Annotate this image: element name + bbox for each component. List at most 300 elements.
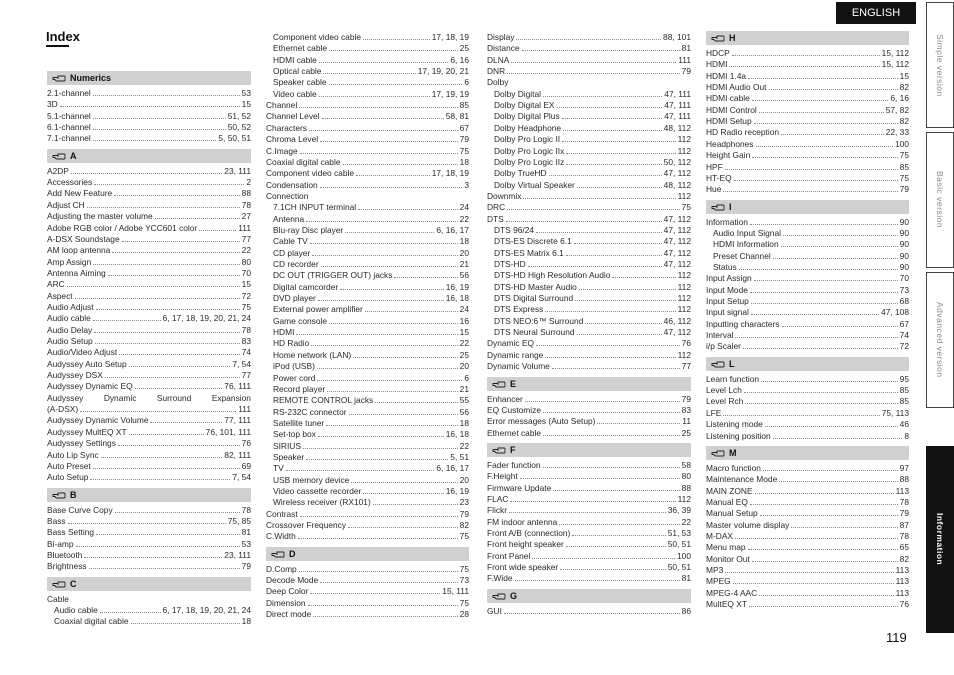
dot-leader (75, 298, 240, 299)
index-entry[interactable] (713, 238, 909, 249)
dot-leader (566, 546, 666, 547)
index-entry[interactable] (273, 440, 469, 451)
entry-term: HDCP (706, 48, 730, 58)
index-entry[interactable] (706, 172, 909, 183)
index-entry[interactable] (706, 587, 909, 598)
entry-term: HDMI Information (713, 239, 779, 250)
dot-leader (373, 504, 458, 505)
entry-pages: 16 (459, 315, 469, 326)
index-entry[interactable] (494, 281, 691, 292)
entry-pages: 23, 111 (224, 549, 251, 560)
index-entry[interactable] (47, 244, 251, 255)
entry-pages: 2 (246, 177, 251, 188)
entry-term: DTS NEO:6™ Surround (494, 315, 584, 326)
index-entry[interactable] (487, 31, 691, 42)
index-entry[interactable] (487, 470, 691, 481)
index-entry[interactable] (273, 258, 469, 269)
index-entry[interactable] (47, 504, 251, 515)
index-entry[interactable] (706, 519, 909, 530)
index-entry[interactable] (54, 615, 251, 626)
index-entry[interactable] (273, 281, 469, 292)
entry-pages: 113 (895, 587, 909, 598)
index-entry[interactable] (487, 65, 691, 76)
index-entry[interactable] (706, 306, 909, 317)
dot-leader (155, 218, 240, 219)
entry-pages: 50, 51 (667, 562, 691, 573)
entry-pages: 25 (459, 43, 469, 54)
index-entry[interactable] (47, 515, 251, 526)
entry-term: Dolby Pro Logic II (494, 134, 561, 145)
side-tab-advanced-version[interactable] (926, 272, 954, 408)
entry-pages: 36, 39 (667, 505, 691, 516)
index-entry[interactable] (487, 605, 691, 616)
index-entry[interactable] (266, 99, 469, 110)
index-entry[interactable] (494, 326, 691, 337)
dot-leader (522, 50, 680, 51)
index-entry[interactable] (487, 54, 691, 65)
index-entry[interactable] (47, 414, 251, 425)
index-entry[interactable] (273, 88, 469, 99)
entry-pages: 16, 19 (445, 281, 469, 292)
index-entry[interactable] (706, 430, 909, 441)
index-entry[interactable] (706, 473, 909, 484)
index-entry[interactable] (273, 462, 469, 473)
dot-leader (365, 311, 458, 312)
dot-leader (320, 187, 463, 188)
index-entry[interactable] (706, 183, 909, 194)
entry-pages: 23 (459, 497, 469, 508)
index-entry[interactable] (47, 324, 251, 335)
index-entry[interactable] (706, 329, 909, 340)
index-entry[interactable] (706, 92, 909, 103)
index-entry[interactable] (487, 459, 691, 470)
dot-leader (118, 445, 240, 446)
index-entry[interactable] (706, 81, 909, 92)
index-entry[interactable] (273, 372, 469, 383)
index-entry[interactable] (47, 403, 251, 414)
entry-pages: 90 (899, 239, 909, 250)
index-entry[interactable] (494, 269, 691, 280)
index-entry[interactable] (273, 485, 469, 496)
index-entry[interactable] (706, 138, 909, 149)
index-entry[interactable] (706, 318, 909, 329)
index-entry[interactable] (706, 216, 909, 227)
entry-term: HDMI (273, 327, 295, 338)
index-entry[interactable] (487, 213, 691, 224)
index-entry[interactable] (706, 507, 909, 518)
index-entry[interactable] (487, 527, 691, 538)
index-entry[interactable] (706, 47, 909, 58)
side-tab-information[interactable] (926, 446, 954, 633)
index-entry[interactable] (273, 337, 469, 348)
dot-leader (754, 280, 898, 281)
index-entry[interactable] (47, 121, 251, 132)
dot-leader (734, 180, 898, 181)
index-entry[interactable] (273, 42, 469, 53)
entry-term: Blu-ray Disc player (273, 224, 344, 235)
index-entry[interactable] (494, 235, 691, 246)
entry-pages: 75 (899, 150, 909, 161)
index-entry[interactable] (273, 406, 469, 417)
index-entry[interactable] (713, 227, 909, 238)
index-entry[interactable] (494, 145, 691, 156)
entry-pages: 22 (681, 516, 691, 527)
index-entry[interactable] (706, 418, 909, 429)
index-entry[interactable] (706, 395, 909, 406)
index-entry[interactable] (494, 315, 691, 326)
side-tab-simple-version[interactable] (926, 2, 954, 128)
index-entry[interactable] (487, 504, 691, 515)
index-entry[interactable] (266, 110, 469, 121)
index-entry[interactable] (706, 530, 909, 541)
index-entry[interactable] (494, 133, 691, 144)
dot-leader (129, 366, 231, 367)
side-tab-label: Information (935, 513, 945, 566)
index-entry[interactable] (706, 295, 909, 306)
index-entry[interactable] (273, 247, 469, 258)
index-entry[interactable] (487, 516, 691, 527)
index-entry[interactable] (47, 346, 251, 357)
section-header (47, 488, 251, 502)
index-entry[interactable] (487, 349, 691, 360)
index-entry[interactable] (47, 369, 251, 380)
index-entry[interactable] (47, 538, 251, 549)
pointing-hand-icon (711, 359, 725, 369)
index-entry[interactable] (706, 598, 909, 609)
dot-leader (791, 527, 897, 528)
entry-term: Audyssey Auto Setup (47, 358, 127, 369)
index-entry[interactable] (273, 417, 469, 428)
section-header (266, 547, 469, 561)
entry-term: Status (713, 261, 737, 272)
dot-leader (348, 527, 458, 528)
index-entry[interactable] (47, 256, 251, 267)
dot-leader (759, 112, 884, 113)
index-entry[interactable] (266, 597, 469, 608)
index-entry[interactable] (47, 210, 251, 221)
dot-leader (309, 130, 458, 131)
index-entry[interactable] (706, 553, 909, 564)
index-entry[interactable] (706, 407, 909, 418)
index-entry[interactable] (487, 550, 691, 561)
dot-leader (80, 411, 236, 412)
index-entry[interactable] (266, 519, 469, 530)
entry-term: Listening mode (706, 419, 763, 430)
entry-term: HDMI Audio Out (706, 82, 767, 93)
index-entry[interactable] (706, 149, 909, 160)
index-entry[interactable] (494, 99, 691, 110)
index-entry[interactable] (47, 267, 251, 278)
index-entry[interactable] (47, 222, 251, 233)
index-entry[interactable] (487, 561, 691, 572)
index-entry[interactable] (47, 312, 251, 323)
index-entry[interactable] (494, 224, 691, 235)
entry-term: 5.1-channel (47, 110, 91, 121)
index-entry[interactable] (266, 122, 469, 133)
dot-leader (108, 275, 240, 276)
index-entry[interactable] (713, 250, 909, 261)
entry-pages: 11 (682, 416, 691, 427)
index-entry[interactable] (273, 360, 469, 371)
index-entry[interactable] (494, 303, 691, 314)
index-entry[interactable] (47, 593, 251, 604)
entry-pages: 20 (459, 247, 469, 258)
index-entry[interactable] (47, 290, 251, 301)
index-entry[interactable] (47, 187, 251, 198)
entry-term: MPEG (706, 576, 731, 587)
dot-leader (93, 129, 226, 130)
index-entry[interactable] (487, 427, 691, 438)
dot-leader (566, 164, 661, 165)
entry-pages: 76 (899, 599, 909, 610)
index-entry[interactable] (47, 233, 251, 244)
index-entry[interactable] (273, 235, 469, 246)
index-entry[interactable] (706, 115, 909, 126)
entry-term: CD player (273, 247, 311, 258)
index-entry[interactable] (273, 65, 469, 76)
index-entry[interactable] (706, 575, 909, 586)
index-entry[interactable] (494, 292, 691, 303)
index-entry[interactable] (706, 272, 909, 283)
dot-leader (553, 490, 679, 491)
index-entry[interactable] (706, 104, 909, 115)
index-entry[interactable] (47, 165, 251, 176)
entry-term: Input signal (706, 307, 749, 318)
index-entry[interactable] (706, 340, 909, 351)
entry-term: Auto Setup (47, 472, 89, 483)
index-entry[interactable] (494, 247, 691, 258)
entry-term: Contrast (266, 508, 298, 519)
entry-term: Listening position (706, 430, 771, 441)
entry-term: DRC (487, 202, 506, 213)
index-entry[interactable] (487, 538, 691, 549)
index-entry[interactable] (47, 132, 251, 143)
index-entry[interactable] (273, 474, 469, 485)
entry-term: DTS Express (494, 304, 544, 315)
index-entry[interactable] (273, 224, 469, 235)
index-entry[interactable] (54, 604, 251, 615)
side-tab-basic-version[interactable] (926, 132, 954, 268)
entry-pages: 82, 111 (224, 449, 251, 460)
index-entry[interactable] (266, 156, 469, 167)
index-entry[interactable] (273, 76, 469, 87)
index-entry[interactable] (487, 415, 691, 426)
entry-term: LFE (706, 407, 722, 418)
index-entry[interactable] (273, 428, 469, 439)
index-entry[interactable] (273, 303, 469, 314)
entry-pages: 73 (899, 284, 909, 295)
entry-pages: 65 (899, 542, 909, 553)
index-entry[interactable] (494, 122, 691, 133)
index-entry[interactable] (273, 394, 469, 405)
entry-term: Channel (266, 100, 298, 111)
index-entry[interactable] (494, 88, 691, 99)
index-entry[interactable] (47, 449, 251, 460)
entry-pages: 88 (241, 188, 251, 199)
index-entry[interactable] (706, 462, 909, 473)
dot-leader (343, 164, 458, 165)
entry-term: HD Radio (273, 338, 310, 349)
index-entry[interactable] (266, 574, 469, 585)
index-entry[interactable] (47, 278, 251, 289)
index-entry[interactable] (494, 110, 691, 121)
entry-pages: 23, 111 (224, 165, 251, 176)
index-entry[interactable] (266, 563, 469, 574)
entry-term: DTS-HD Master Audio (494, 281, 577, 292)
index-entry[interactable] (47, 426, 251, 437)
entry-term: Monitor Out (706, 553, 750, 564)
index-entry[interactable] (273, 326, 469, 337)
entry-pages: 74 (241, 347, 251, 358)
index-entry[interactable] (47, 110, 251, 121)
entry-pages: 50, 112 (663, 156, 691, 167)
index-entry[interactable] (487, 190, 691, 201)
index-entry[interactable] (47, 176, 251, 187)
index-entry[interactable] (273, 269, 469, 280)
index-entry[interactable] (706, 485, 909, 496)
index-entry[interactable] (273, 54, 469, 65)
entry-term: Power cord (273, 372, 316, 383)
entry-pages: 46 (899, 419, 909, 430)
index-entry[interactable] (706, 284, 909, 295)
section-letter: C (70, 578, 77, 589)
entry-pages: 18 (459, 156, 469, 167)
index-entry[interactable] (47, 335, 251, 346)
index-entry[interactable] (266, 608, 469, 619)
index-entry[interactable] (273, 349, 469, 360)
entry-term: MPEG-4 AAC (706, 587, 758, 598)
entry-pages: 47, 111 (664, 111, 691, 122)
index-entry[interactable] (494, 179, 691, 190)
index-entry[interactable] (706, 541, 909, 552)
index-entry[interactable] (47, 87, 251, 98)
index-entry[interactable] (487, 201, 691, 212)
index-entry[interactable] (487, 42, 691, 53)
dot-leader (311, 345, 457, 346)
index-entry[interactable] (273, 496, 469, 507)
index-entry[interactable] (273, 292, 469, 303)
entry-term: Cable (47, 593, 69, 604)
entry-term: Audio Input Signal (713, 227, 781, 238)
index-entry[interactable] (266, 179, 469, 190)
dot-leader (781, 134, 884, 135)
index-entry[interactable] (47, 301, 251, 312)
index-entry[interactable] (47, 380, 251, 391)
entry-pages: 47, 112 (663, 224, 691, 235)
section-letter: G (510, 590, 518, 601)
index-entry[interactable] (266, 145, 469, 156)
dot-leader (313, 616, 458, 617)
index-entry[interactable] (706, 496, 909, 507)
index-entry[interactable] (273, 383, 469, 394)
index-entry[interactable] (706, 70, 909, 81)
entry-term: GUI (487, 605, 502, 616)
entry-term: DVD player (273, 293, 316, 304)
dot-leader (101, 457, 223, 458)
entry-pages: 50, 52 (227, 122, 251, 133)
entry-term: Manual Setup (706, 508, 758, 519)
index-entry[interactable] (273, 201, 469, 212)
entry-pages: 86 (681, 605, 691, 616)
dot-leader (93, 468, 240, 469)
index-entry[interactable] (487, 76, 691, 87)
entry-pages: 47, 112 (663, 213, 691, 224)
index-entry[interactable] (494, 167, 691, 178)
entry-term: Front A/B (connection) (487, 528, 571, 538)
entry-term: Ethernet cable (273, 43, 328, 54)
index-entry[interactable] (273, 31, 469, 42)
index-entry[interactable] (273, 451, 469, 462)
index-entry[interactable] (487, 337, 691, 348)
index-entry[interactable] (487, 393, 691, 404)
entry-term: DTS 96/24 (494, 224, 535, 235)
index-entry[interactable] (266, 585, 469, 596)
index-entry[interactable] (47, 98, 251, 109)
index-entry[interactable] (706, 161, 909, 172)
entry-term: Speaker cable (273, 77, 327, 88)
index-entry[interactable] (47, 560, 251, 571)
index-entry[interactable] (266, 530, 469, 541)
entry-term: Interval (706, 330, 734, 341)
index-entry[interactable] (47, 437, 251, 448)
dot-leader (536, 345, 680, 346)
entry-term: Bass (47, 515, 66, 526)
index-entry[interactable] (266, 133, 469, 144)
index-entry[interactable] (487, 404, 691, 415)
index-entry[interactable] (487, 572, 691, 583)
index-entry[interactable] (706, 126, 909, 137)
index-entry[interactable] (47, 460, 251, 471)
entry-term: Bass Setting (47, 527, 95, 538)
dot-leader (562, 141, 676, 142)
index-entry[interactable] (706, 58, 909, 69)
index-entry[interactable] (47, 199, 251, 210)
index-entry[interactable] (487, 482, 691, 493)
index-entry[interactable] (494, 156, 691, 167)
index-entry[interactable] (494, 258, 691, 269)
index-entry[interactable] (713, 261, 909, 272)
index-entry[interactable] (273, 213, 469, 224)
index-entry[interactable] (487, 493, 691, 504)
pointing-hand-icon (711, 202, 725, 212)
dot-leader (536, 232, 662, 233)
index-entry[interactable] (47, 471, 251, 482)
index-entry[interactable] (487, 360, 691, 371)
index-entry[interactable] (47, 526, 251, 537)
pointing-hand-icon (52, 490, 66, 500)
index-entry[interactable] (47, 358, 251, 369)
entry-pages: 28 (459, 609, 469, 620)
dot-leader (129, 434, 204, 435)
entry-pages: 78 (241, 324, 251, 335)
dot-leader (754, 123, 898, 124)
entry-term: Game console (273, 315, 327, 326)
index-entry[interactable] (706, 564, 909, 575)
index-entry[interactable] (47, 392, 251, 403)
index-entry[interactable] (273, 315, 469, 326)
index-entry[interactable] (47, 549, 251, 560)
index-entry[interactable] (706, 384, 909, 395)
index-entry[interactable] (266, 508, 469, 519)
entry-pages: 15, 112 (881, 59, 909, 70)
dot-leader (723, 415, 879, 416)
language-tab[interactable]: ENGLISH (836, 2, 916, 24)
index-entry[interactable] (266, 167, 469, 178)
dot-leader (563, 130, 662, 131)
index-entry[interactable] (706, 373, 909, 384)
entry-term: Brightness (47, 561, 87, 572)
index-entry[interactable] (266, 190, 469, 201)
